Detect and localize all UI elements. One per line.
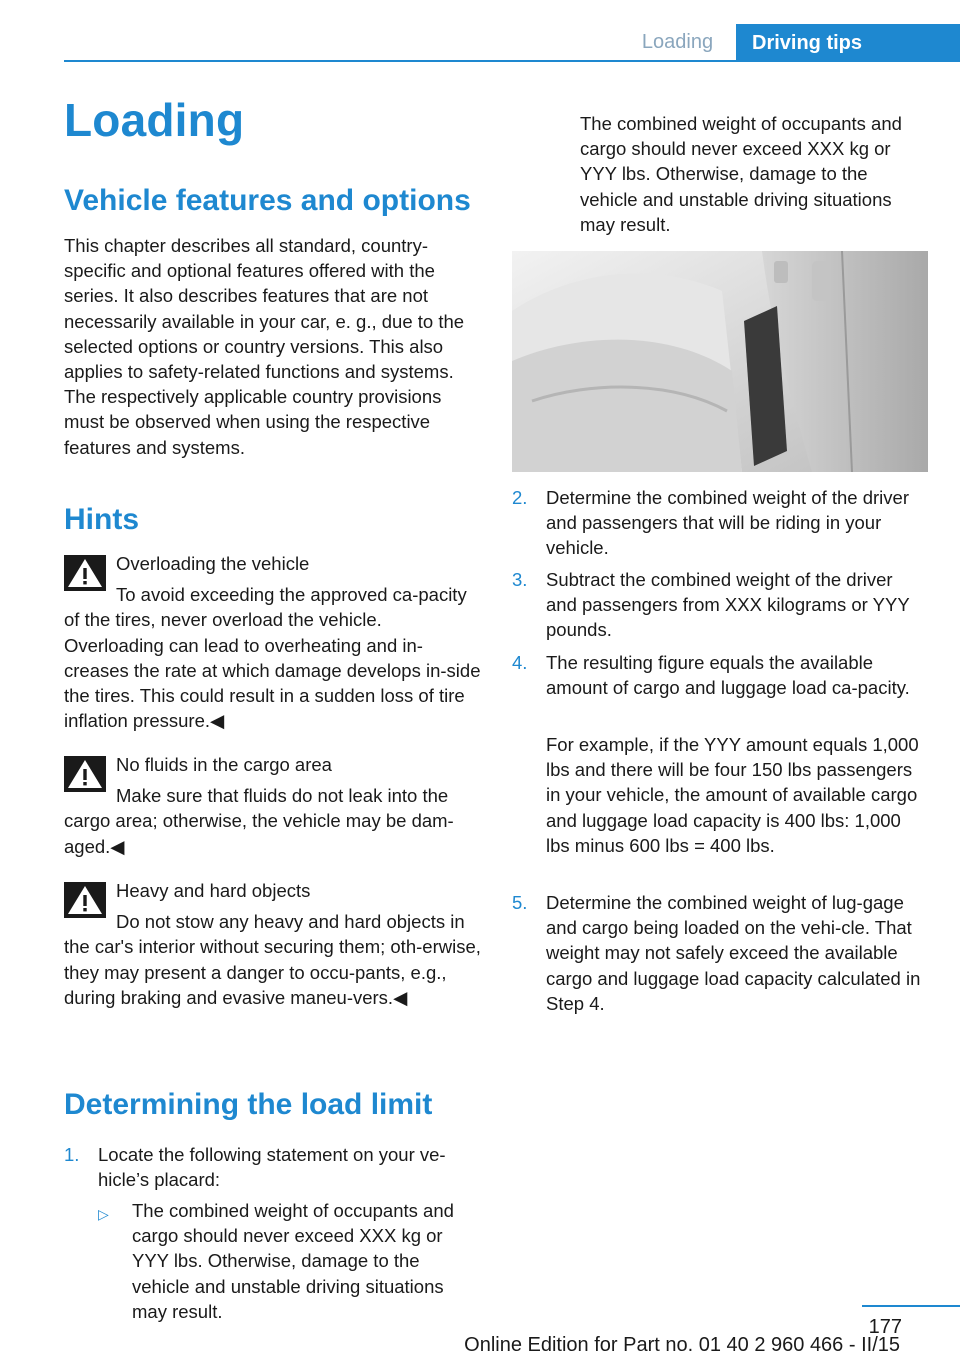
step-text: Determine the combined weight of lug-gage and cargo being loaded on the vehi-cle. That weight may not safely exceed the available cargo and luggage load capacity calculated in Step 4. — [546, 892, 921, 1014]
heading-vehicle-features: Vehicle features and options — [64, 184, 471, 217]
warning-title: No fluids in the cargo area — [116, 754, 332, 775]
step-text: Subtract the combined weight of the driver and passengers from XXX kilograms or YYY pounds. — [546, 569, 910, 641]
warning-title: Overloading the vehicle — [116, 553, 310, 574]
step-number — [512, 732, 546, 858]
list-item — [512, 485, 928, 561]
bullet-text: The combined weight of occupants and cargo should never exceed XXX kg or YYY lbs. Otherwise, damage to the vehicle and unstable driving situations may result. — [580, 113, 902, 235]
list-item — [64, 1142, 482, 1192]
warning-triangle-icon — [64, 555, 106, 591]
footer-divider — [862, 1305, 960, 1307]
warning-heavy-objects — [64, 878, 482, 1010]
step-number: 5. — [512, 892, 528, 913]
warning-triangle-icon — [64, 882, 106, 918]
list-item — [512, 732, 928, 858]
header-tab-loading[interactable]: Loading — [641, 31, 714, 53]
list-item — [512, 890, 928, 1016]
warning-title: Heavy and hard objects — [116, 880, 311, 901]
step-number: 1. — [64, 1144, 80, 1165]
list-item — [512, 567, 928, 643]
placard-bullet — [98, 1198, 482, 1322]
step-text: The resulting figure equals the available amount of cargo and luggage load ca-pacity. — [546, 652, 910, 699]
seat-door-illustration — [512, 251, 928, 472]
footer-edition: Online Edition for Part no. 01 40 2 960 466 - II/15 — [464, 1334, 900, 1356]
step-number: 3. — [512, 569, 528, 590]
cargo-area-photo — [512, 251, 928, 472]
features-paragraph: This chapter describes all standard, country-specific and optional features offered with the series. It also describes features that are not necessarily available in your car, e. g., due to the selected options or country versions. This also applies to safety-related functions and systems. The respectively applicable country provisions must be observed when using the respective features and systems. — [64, 235, 465, 458]
warning-triangle-icon — [64, 756, 106, 792]
page-title: Loading — [64, 94, 245, 146]
step-text: Determine the combined weight of the driver and passengers that will be riding in your vehicle. — [546, 487, 909, 559]
warning-fluids — [64, 752, 482, 859]
step-number: 4. — [512, 652, 528, 673]
page-number: 177 — [868, 1316, 902, 1338]
step-number: 2. — [512, 487, 528, 508]
header-divider — [64, 60, 960, 62]
heading-load-limit: Determining the load limit — [64, 1088, 433, 1121]
step-text: For example, if the YYY amount equals 1,000 lbs and there will be four 150 lbs passengers in your vehicle, the amount of available cargo and luggage load capacity is 400 lbs: 1,000 lbs minus 600 lbs = 400 lbs. — [546, 734, 919, 856]
bullet-triangle-icon: ▷ — [98, 1206, 109, 1222]
warning-overloading — [64, 551, 482, 733]
step-text: Locate the following statement on your ve-hicle’s placard: — [98, 1144, 446, 1191]
heading-hints: Hints — [64, 503, 139, 536]
header-tab-driving-tips[interactable]: Driving tips — [736, 24, 960, 62]
bullet-text: The combined weight of occupants and cargo should never exceed XXX kg or YYY lbs. Otherwise, damage to the vehicle and unstable driving situations may result. — [132, 1200, 454, 1322]
bullet-text-part1 — [132, 1198, 482, 1322]
bullet-text-continuation — [580, 113, 928, 237]
warning-text: Do not stow any heavy and hard objects in the car's interior without securing them; oth-erwise, they may present a danger to occu-pants, e.g., during braking and evasive maneu-vers.◀ — [64, 911, 481, 1008]
warning-text: To avoid exceeding the approved ca-pacity of the tires, never overload the vehicle. Overloading can lead to overheating and in-creases the rate at which damage develops in-side the tires. This could result in a sudden loss of tire inflation pressure.◀ — [64, 584, 481, 732]
warning-text: Make sure that fluids do not leak into the cargo area; otherwise, the vehicle may be dam-aged.◀ — [64, 785, 454, 857]
list-item — [512, 650, 928, 700]
